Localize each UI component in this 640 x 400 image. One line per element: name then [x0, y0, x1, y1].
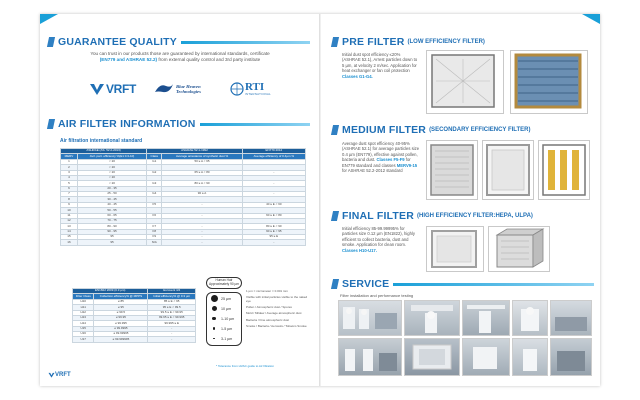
rti-globe-icon — [230, 82, 244, 96]
final-filter-text: Initial efficiency 85-99.99995% for particles size 0.12 µm (EN1822), highly efficient to collect bacteria, dust and smoke. Application for clean room. — [342, 226, 415, 248]
vrft-mark-icon — [89, 82, 105, 96]
hepa-table-body — [73, 299, 196, 342]
service-photo-4 — [512, 300, 548, 336]
left-page-corner — [40, 14, 58, 24]
table-cell: 95 ≤ E — [242, 235, 305, 240]
particle-size-label: 1-10 µm — [221, 316, 235, 321]
particle-legend-list — [246, 290, 308, 329]
table-cell: 95 — [77, 235, 146, 240]
pre-filter-description — [342, 52, 420, 79]
table-cell: 25 - 50 — [77, 192, 146, 197]
table-cell: - — [242, 192, 305, 197]
pre-filter-panel-icon — [427, 51, 503, 113]
title-marker-icon — [331, 211, 339, 221]
table-cell: H14 — [73, 321, 94, 326]
service-photo-3 — [462, 300, 510, 336]
table-cell: - — [162, 213, 242, 218]
title-underline — [200, 123, 310, 126]
particle-footnote: * Tolerance from HVAC guide to Air filtration — [216, 364, 274, 368]
table-cell: ≥ 99.99995 — [94, 332, 148, 337]
table-cell: 2 — [61, 165, 78, 170]
table-cell: G1 — [147, 159, 162, 164]
table-cell: 95 ≤ E < 99.5 — [148, 305, 196, 310]
col-efficiency-04: Average efficiency of 0.4µm % — [242, 154, 305, 159]
air-filter-info-title-bar — [48, 118, 310, 130]
table-cell: 30 - 45 — [77, 197, 146, 202]
table-cell: 99.5 ≤ E < 99.95 — [148, 310, 196, 315]
medium-filter-text-3: for ASHRAE 52.2-2012 standard — [342, 168, 403, 174]
guarantee-title-bar — [48, 36, 310, 48]
title-marker-icon — [47, 37, 55, 47]
particle-dot-icon — [212, 317, 216, 321]
table-cell: U15 — [73, 326, 94, 331]
page-spine — [319, 14, 321, 386]
table-cell: 70 - 75 — [77, 218, 146, 223]
table-cell: ≥ 95 — [94, 305, 148, 310]
table-cell: H10 — [73, 299, 94, 304]
medium-filter-title: MEDIUM FILTER — [342, 124, 427, 136]
blue-heaven-text: Blue Heaven Technologies — [176, 84, 201, 94]
table-cell: 10 — [61, 208, 78, 213]
table-cell: N/A — [147, 240, 162, 245]
table-cell: 9 — [61, 202, 78, 207]
table-cell: - — [148, 326, 196, 331]
particle-size-label: 1-5 µm — [221, 326, 233, 331]
rti-logo-subtext: INTERNATIONAL — [244, 92, 272, 96]
guarantee-text-part1: You can trust in our products those are guaranteed by international standards, certificate — [90, 51, 270, 56]
table-cell: F5 — [147, 202, 162, 207]
table-cell: 40 ≤ E < 60 — [242, 202, 305, 207]
hepa-frame-icon — [427, 227, 483, 271]
particle-dot-icon — [212, 306, 217, 311]
title-underline — [393, 283, 594, 286]
machinery-photo-icon — [551, 339, 591, 375]
particle-size-label: 25 µm — [221, 296, 232, 301]
rti-logo — [230, 82, 271, 96]
table-cell: 6 — [61, 186, 78, 191]
col-merv: MERV — [61, 154, 78, 159]
particle-legend-item: 1 µm = micrometer = 0.001 mm — [246, 289, 288, 293]
table-cell: 60 - 65 — [77, 213, 146, 218]
standards-table — [60, 148, 306, 246]
particle-legend — [246, 290, 308, 331]
medium-filter-image-2 — [482, 140, 534, 200]
table-cell: G4 — [147, 192, 162, 197]
pre-filter-classes: Classes G1-G4. — [342, 73, 373, 79]
particle-legend-item: Mold / Mildew / Average atmospheric dust — [246, 311, 302, 316]
table-cell: - — [162, 229, 242, 234]
ceiling-work-photo-icon — [463, 301, 509, 335]
table-cell: 4 — [61, 175, 78, 180]
service-photo-5 — [550, 300, 592, 336]
medium-filter-text: Average dust spot efficiency 40-95% (ASHRAE 52.1) for average particles size 0.4 µm (EN779), effective against pollen, bacteria and dust. — [342, 141, 420, 163]
title-marker-icon — [47, 119, 55, 129]
table-cell: U17 — [73, 337, 94, 342]
table-cell: 8 — [61, 197, 78, 202]
table-row — [73, 337, 196, 342]
technician-photo-icon — [405, 301, 459, 335]
table-cell: H11 — [73, 305, 94, 310]
table-cell: U16 — [73, 332, 94, 337]
table-cell: 50 - 55 — [77, 208, 146, 213]
cleanroom-photo-icon — [339, 301, 401, 335]
medium-filter-classes-en779: Classes F5-F9 — [376, 157, 405, 163]
table-cell: - — [242, 240, 305, 245]
particle-dot-wrap — [209, 338, 219, 340]
table-cell: 60 ≤ E < 80 — [242, 213, 305, 218]
service-photo-8 — [462, 338, 510, 376]
table-cell: H13 — [73, 315, 94, 320]
table-cell: - — [162, 224, 242, 229]
title-marker-icon — [331, 37, 339, 47]
particle-size-label: 10 µm — [221, 306, 232, 311]
medium-filter-classes-merv: MERV9-15 — [396, 162, 418, 168]
medium-filter-subtitle: (SECONDARY EFFICIENCY FILTER) — [429, 127, 531, 133]
table-cell: 1 — [61, 159, 78, 164]
human-hair-bubble — [206, 277, 242, 289]
standards-table-body — [61, 159, 306, 245]
table-cell: G2 — [147, 170, 162, 175]
table-title: Air filtration international standard — [60, 138, 143, 144]
particle-dot-icon — [213, 327, 215, 329]
footer-logo-text: VRFT — [55, 372, 71, 378]
service-title: SERVICE — [342, 278, 390, 290]
table-cell: 80 - 90 — [77, 224, 146, 229]
table-cell: - — [162, 202, 242, 207]
service-photo-1 — [338, 300, 402, 336]
table-cell: ≥ 99.995 — [94, 321, 148, 326]
table-cell: - — [162, 240, 242, 245]
col-initial-eff: Initial efficiency% @ 0.3 µm — [148, 294, 196, 299]
table-cell: 14 — [61, 229, 78, 234]
pre-filter-pleated-icon — [511, 51, 587, 113]
duct-work-photo-icon — [463, 339, 509, 375]
table-cell: - — [148, 337, 196, 342]
table-cell: 85 ≤ E < 95 — [148, 299, 196, 304]
air-filter-info-title: AIR FILTER INFORMATION — [58, 118, 196, 130]
table-cell: 99.95 ≤ E < 99.995 — [148, 315, 196, 320]
particle-legend-item: Pollen / Atmospheric dust / Spores — [246, 305, 292, 310]
table-cell: F9 — [147, 235, 162, 240]
particle-list — [206, 292, 242, 346]
col-part-efficiency: Avrl. part. efficiency %(E1 0.3-10) — [77, 154, 146, 159]
table-cell: F7 — [147, 224, 162, 229]
particle-legend-item: Smoke / Bacteria / Aerosols / Tobacco Smoke — [246, 323, 307, 328]
room-photo-icon — [551, 301, 591, 335]
human-hair-label: Human Hair Approximately 90 µm — [209, 278, 240, 286]
table-cell: 90 ≤ E < 95 — [242, 229, 305, 234]
hepa-table — [72, 288, 196, 343]
right-page-corner — [582, 14, 600, 24]
table-row — [61, 240, 306, 245]
table-cell: 11 — [61, 213, 78, 218]
table-cell: 13 — [61, 224, 78, 229]
table-cell: 80 ≤ A < 90 — [162, 181, 242, 186]
table-cell: 80 ≤ E < 90 — [242, 224, 305, 229]
pre-filter-text: Initial dust spot efficiency ≤20% (ASHRAE 52.1), Arrest particles down to 5 µm, at velocity 2 m/sec. Application for heat exchanger or fan coil protection — [342, 52, 418, 74]
table-cell: 95 — [77, 240, 146, 245]
table-cell: 90 ≤ A — [162, 192, 242, 197]
col-arrestance: Average arrestance of synthetic dust % — [162, 154, 242, 159]
testing-photo-icon — [513, 301, 547, 335]
table-cell: < 20 — [77, 181, 146, 186]
table-cell: 5 — [61, 181, 78, 186]
service-title-bar — [332, 278, 594, 290]
table-cell: 15 — [61, 235, 78, 240]
particle-legend-item: Bacteria / Fine atmospheric dust — [246, 317, 290, 322]
final-filter-title: FINAL FILTER — [342, 210, 415, 222]
title-underline — [181, 41, 310, 44]
final-filter-image-1 — [426, 226, 484, 272]
particle-size-item — [209, 304, 239, 314]
particle-legend-item: Visible with initial particles visible to the naked eye — [246, 295, 308, 303]
pre-filter-image-2 — [510, 50, 588, 114]
final-filter-subtitle: (HIGH EFFICIENCY FILTER:HEPA, ULPA) — [417, 213, 533, 219]
final-filter-description — [342, 226, 420, 253]
particle-size-label: 3-1 µm — [221, 336, 233, 341]
pre-filter-title-bar — [332, 36, 594, 48]
table-cell: 50 ≤ A < 65 — [162, 159, 242, 164]
brochure-spread — [40, 14, 600, 386]
table-cell: 12 — [61, 218, 78, 223]
table-cell: < 20 — [77, 170, 146, 175]
table-cell: 3 — [61, 170, 78, 175]
title-marker-icon — [331, 125, 339, 135]
table-cell: ≥ 85 — [94, 299, 148, 304]
title-marker-icon — [331, 279, 339, 289]
guarantee-text — [62, 51, 298, 63]
table-cell: G3 — [147, 181, 162, 186]
table-cell: 99.995 ≤ E — [148, 321, 196, 326]
cleanroom-workers-photo-icon — [339, 339, 401, 375]
rti-logo-text: RTI — [244, 81, 265, 93]
medium-filter-image-3 — [538, 140, 590, 200]
table-cell: 90 - 95 — [77, 229, 146, 234]
table-cell: 20 - 35 — [77, 186, 146, 191]
hepa-group-en1822: EN1822 2009 (0.3 µm) — [73, 289, 148, 294]
hepa-group-eurovent: Eurovent 4/4 — [148, 289, 196, 294]
table-cell: 7 — [61, 192, 78, 197]
final-filter-image-2 — [488, 226, 550, 272]
service-photo-10 — [550, 338, 592, 376]
service-photo-2 — [404, 300, 460, 336]
particle-dot-icon — [211, 295, 218, 302]
table-cell: < 20 — [77, 165, 146, 170]
table-cell: F8 — [147, 229, 162, 234]
guarantee-standards: (EN779 and ASHRAE 52.2) — [99, 57, 158, 62]
bag-filter-icon — [539, 141, 589, 199]
table-cell: 40 - 45 — [77, 202, 146, 207]
particle-dot-wrap — [209, 306, 219, 311]
particle-size-item — [209, 294, 239, 304]
col-filter-class: Filter Class — [73, 294, 94, 299]
service-photo-7 — [404, 338, 460, 376]
medium-filter-box-icon — [427, 141, 477, 199]
table-cell: F6 — [147, 213, 162, 218]
table-cell: H12 — [73, 310, 94, 315]
medium-filter-image-1 — [426, 140, 478, 200]
particle-size-panel — [206, 277, 242, 346]
table-cell: ≥ 99.9995 — [94, 326, 148, 331]
certification-logos — [80, 72, 280, 106]
medium-filter-description — [342, 141, 420, 173]
final-filter-classes: Classes H10-U17. — [342, 247, 377, 253]
pre-filter-subtitle: (LOW EFFICIENCY FILTER) — [407, 39, 485, 45]
footer-vrft-mark-icon — [48, 372, 55, 378]
particle-dot-wrap — [209, 295, 219, 302]
table-cell: - — [242, 170, 305, 175]
pre-filter-image-1 — [426, 50, 504, 114]
guarantee-text-part2: from external quality control and 3rd party institute — [157, 57, 261, 62]
final-filter-title-bar — [332, 210, 594, 222]
filter-inspection-photo-icon — [405, 339, 459, 375]
rti-logo-text-group — [245, 82, 271, 96]
table-cell: - — [148, 332, 196, 337]
service-subtitle: Filter installation and performance testing — [340, 293, 414, 298]
service-photo-9 — [512, 338, 548, 376]
particle-size-item — [209, 324, 239, 334]
standards-group-en779: EN779 2012 — [242, 149, 305, 154]
table-cell: < 20 — [77, 175, 146, 180]
particle-size-item — [209, 334, 239, 344]
table-cell: - — [162, 235, 242, 240]
vrft-logo — [89, 82, 136, 96]
particle-size-item — [209, 314, 239, 324]
medium-filter-frame-icon — [483, 141, 533, 199]
hepa-box-icon — [489, 227, 549, 271]
table-cell: ≥ 99.95 — [94, 315, 148, 320]
particle-dot-icon — [213, 338, 215, 340]
table-cell: - — [242, 181, 305, 186]
blue-heaven-mark-icon — [154, 82, 174, 96]
col-class: Class — [147, 154, 162, 159]
standards-group-ashrae521: ASHRAE 52.1-1992 — [147, 149, 243, 154]
service-photo-6 — [338, 338, 402, 376]
blue-heaven-logo — [154, 82, 212, 96]
pre-filter-title: PRE FILTER — [342, 36, 405, 48]
guarantee-title: GUARANTEE QUALITY — [58, 36, 177, 48]
col-mpps: Collection efficiency% @ MPPS — [94, 294, 148, 299]
table-cell: 16 — [61, 240, 78, 245]
standards-group-ashrae522: ASHRAE (AS. 52.2-2013) — [61, 149, 147, 154]
particle-dot-wrap — [209, 317, 219, 321]
vrft-logo-text: VRFT — [105, 82, 137, 96]
table-cell: ≥ 99.999995 — [94, 337, 148, 342]
particle-dot-wrap — [209, 327, 219, 329]
table-cell: 65 ≤ A < 80 — [162, 170, 242, 175]
medium-filter-title-bar — [332, 124, 594, 136]
installer-photo-icon — [513, 339, 547, 375]
table-cell: < 20 — [77, 159, 146, 164]
table-cell: ≥ 99.5 — [94, 310, 148, 315]
medium-filter-text-2: for EN779 standard and classes — [342, 157, 411, 168]
footer-logo — [48, 372, 71, 378]
